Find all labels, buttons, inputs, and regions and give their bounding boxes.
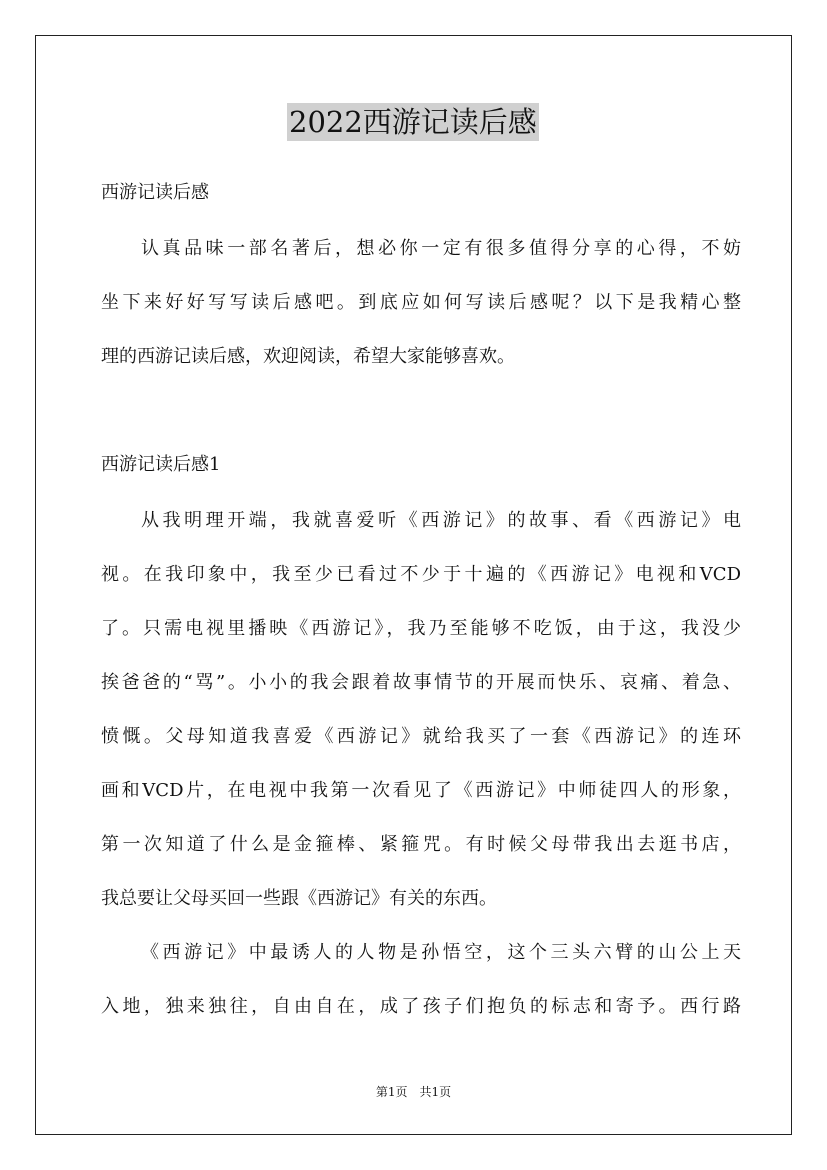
paragraph-line: 挨爸爸的“骂”。小小的我会跟着故事情节的开展而快乐、哀痛、着急、 — [101, 672, 741, 693]
document-title: 2022西游记读后感 — [289, 105, 537, 139]
paragraph-line: 愤慨。父母知道我喜爱《西游记》就给我买了一套《西游记》的连环 — [101, 726, 741, 747]
paragraph-line: 理的西游记读后感，欢迎阅读，希望大家能够喜欢。 — [101, 346, 515, 367]
section1-paragraph-1 — [101, 494, 741, 926]
intro-paragraph — [101, 222, 741, 384]
paragraph-line: 第一次知道了什么是金箍棒、紧箍咒。有时候父母带我出去逛书店， — [101, 834, 741, 855]
paragraph-line: 了。只需电视里播映《西游记》，我乃至能够不吃饭，由于这，我没少 — [101, 618, 741, 639]
paragraph-line: 认真品味一部名著后，想必你一定有很多值得分享的心得，不妨 — [141, 238, 741, 259]
paragraph-line: 从我明理开端，我就喜爱听《西游记》的故事、看《西游记》电 — [141, 510, 741, 531]
page-footer: 第1页 共1页 — [375, 1085, 452, 1099]
paragraph-line: 画和VCD片，在电视中我第一次看见了《西游记》中师徒四人的形象， — [101, 780, 741, 801]
paragraph-line: 我总要让父母买回一些跟《西游记》有关的东西。 — [101, 888, 497, 909]
paragraph-line: 入地，独来独往，自由自在，成了孩子们抱负的标志和寄予。西行路 — [101, 996, 741, 1017]
paragraph-line: 坐下来好好写写读后感吧。到底应如何写读后感呢？以下是我精心整 — [101, 292, 741, 313]
section-heading-1: 西游记读后感1 — [101, 454, 221, 475]
intro-heading: 西游记读后感 — [101, 182, 209, 203]
section1-paragraph-2 — [101, 926, 741, 1034]
paragraph-line: 视。在我印象中，我至少已看过不少于十遍的《西游记》电视和VCD — [101, 564, 741, 585]
paragraph-line: 《西游记》中最诱人的人物是孙悟空，这个三头六臂的山公上天 — [141, 942, 741, 963]
